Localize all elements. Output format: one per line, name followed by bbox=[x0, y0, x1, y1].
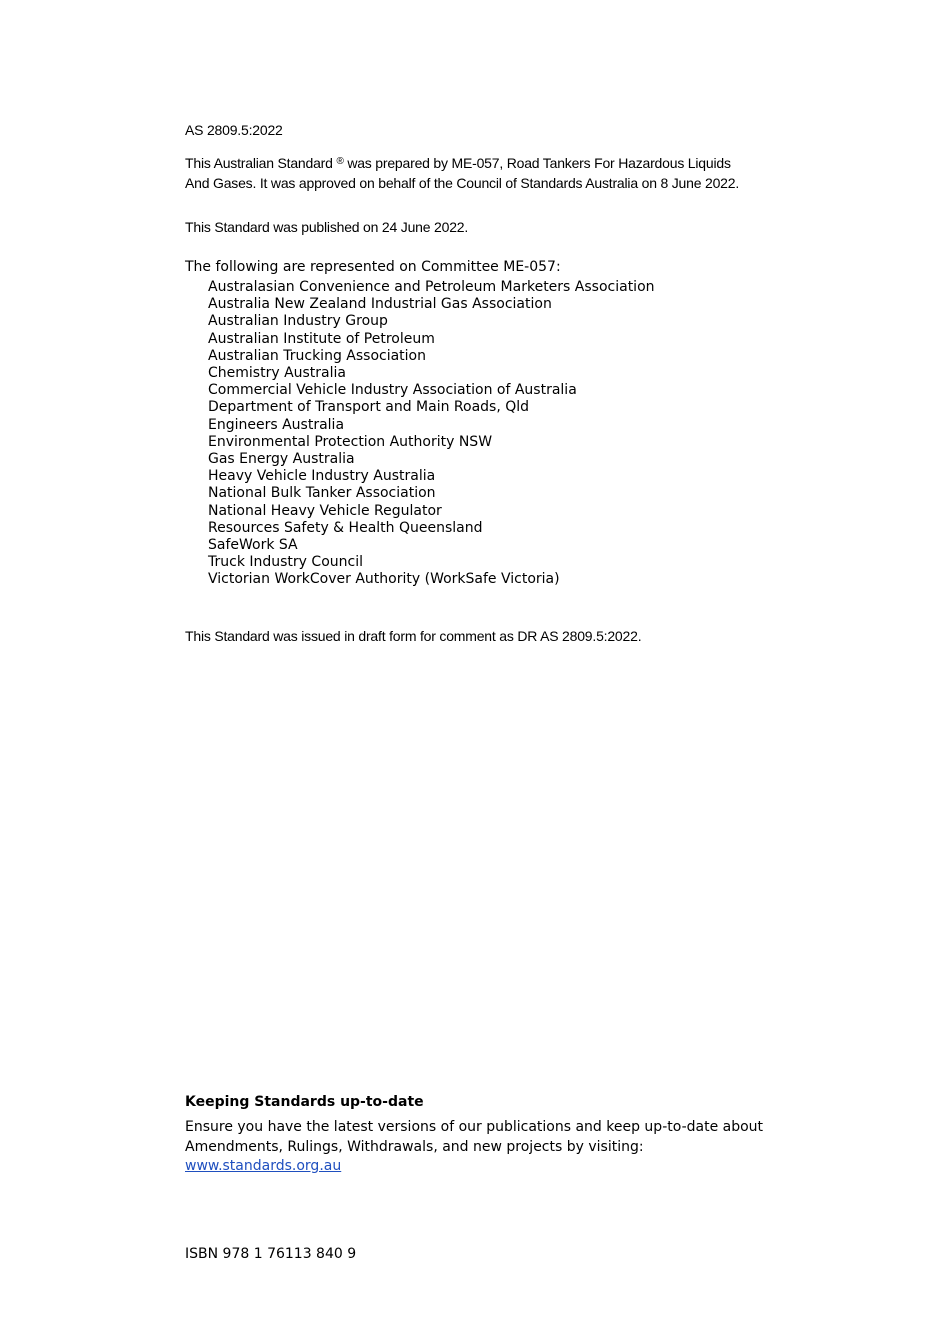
registered-mark: ® bbox=[336, 156, 344, 167]
committee-member-item: Truck Industry Council bbox=[208, 554, 363, 571]
committee-member-item: Gas Energy Australia bbox=[208, 451, 355, 468]
committee-member-item: Environmental Protection Authority NSW bbox=[208, 433, 493, 450]
prepared-by-paragraph bbox=[185, 154, 745, 193]
committee-member-item: Australia New Zealand Industrial Gas Association bbox=[208, 296, 552, 313]
published-date-paragraph: This Standard was published on 24 June 2022. bbox=[185, 219, 469, 235]
committee-member-item: Australasian Convenience and Petroleum Marketers Association bbox=[208, 279, 655, 295]
committee-intro: The following are represented on Committee ME-057: bbox=[185, 259, 561, 275]
prepared-lead: This Australian Standard bbox=[185, 155, 333, 171]
committee-member-item: Heavy Vehicle Industry Australia bbox=[208, 468, 436, 485]
committee-member-item: Commercial Vehicle Industry Association of Australia bbox=[208, 382, 577, 399]
committee-member-item: SafeWork SA bbox=[208, 537, 298, 554]
keeping-standards-paragraph bbox=[185, 1118, 765, 1177]
committee-member-item: Victorian WorkCover Authority (WorkSafe Victoria) bbox=[208, 571, 560, 588]
standard-number: AS 2809.5:2022 bbox=[185, 122, 283, 138]
committee-member-item: Department of Transport and Main Roads, Qld bbox=[208, 399, 530, 416]
prepared-rest: was prepared by ME-057, Road Tankers For Hazardous Liquids And Gases. It was approved on behalf of the Council of Standards Australia on 8 June 2022. bbox=[185, 155, 740, 191]
draft-notice-paragraph: This Standard was issued in draft form for comment as DR AS 2809.5:2022. bbox=[185, 628, 642, 644]
keeping-standards-heading: Keeping Standards up-to-date bbox=[185, 1094, 424, 1110]
committee-member-item: Chemistry Australia bbox=[208, 365, 346, 382]
isbn-number: ISBN 978 1 76113 840 9 bbox=[185, 1246, 357, 1262]
committee-member-item: National Bulk Tanker Association bbox=[208, 485, 436, 502]
committee-member-item: Engineers Australia bbox=[208, 416, 345, 433]
committee-member-item: Resources Safety & Health Queensland bbox=[208, 519, 483, 536]
committee-member-item: Australian Industry Group bbox=[208, 313, 388, 330]
committee-member-item: Australian Institute of Petroleum bbox=[208, 330, 435, 347]
standards-website-link[interactable]: www.standards.org.au bbox=[185, 1158, 342, 1174]
committee-member-list bbox=[208, 279, 655, 589]
committee-member-item: National Heavy Vehicle Regulator bbox=[208, 502, 442, 519]
keeping-standards-text: Ensure you have the latest versions of our publications and keep up-to-date about Amendments, Rulings, Withdrawals, and new projects by visiting: bbox=[185, 1119, 764, 1155]
committee-member-item: Australian Trucking Association bbox=[208, 347, 426, 364]
